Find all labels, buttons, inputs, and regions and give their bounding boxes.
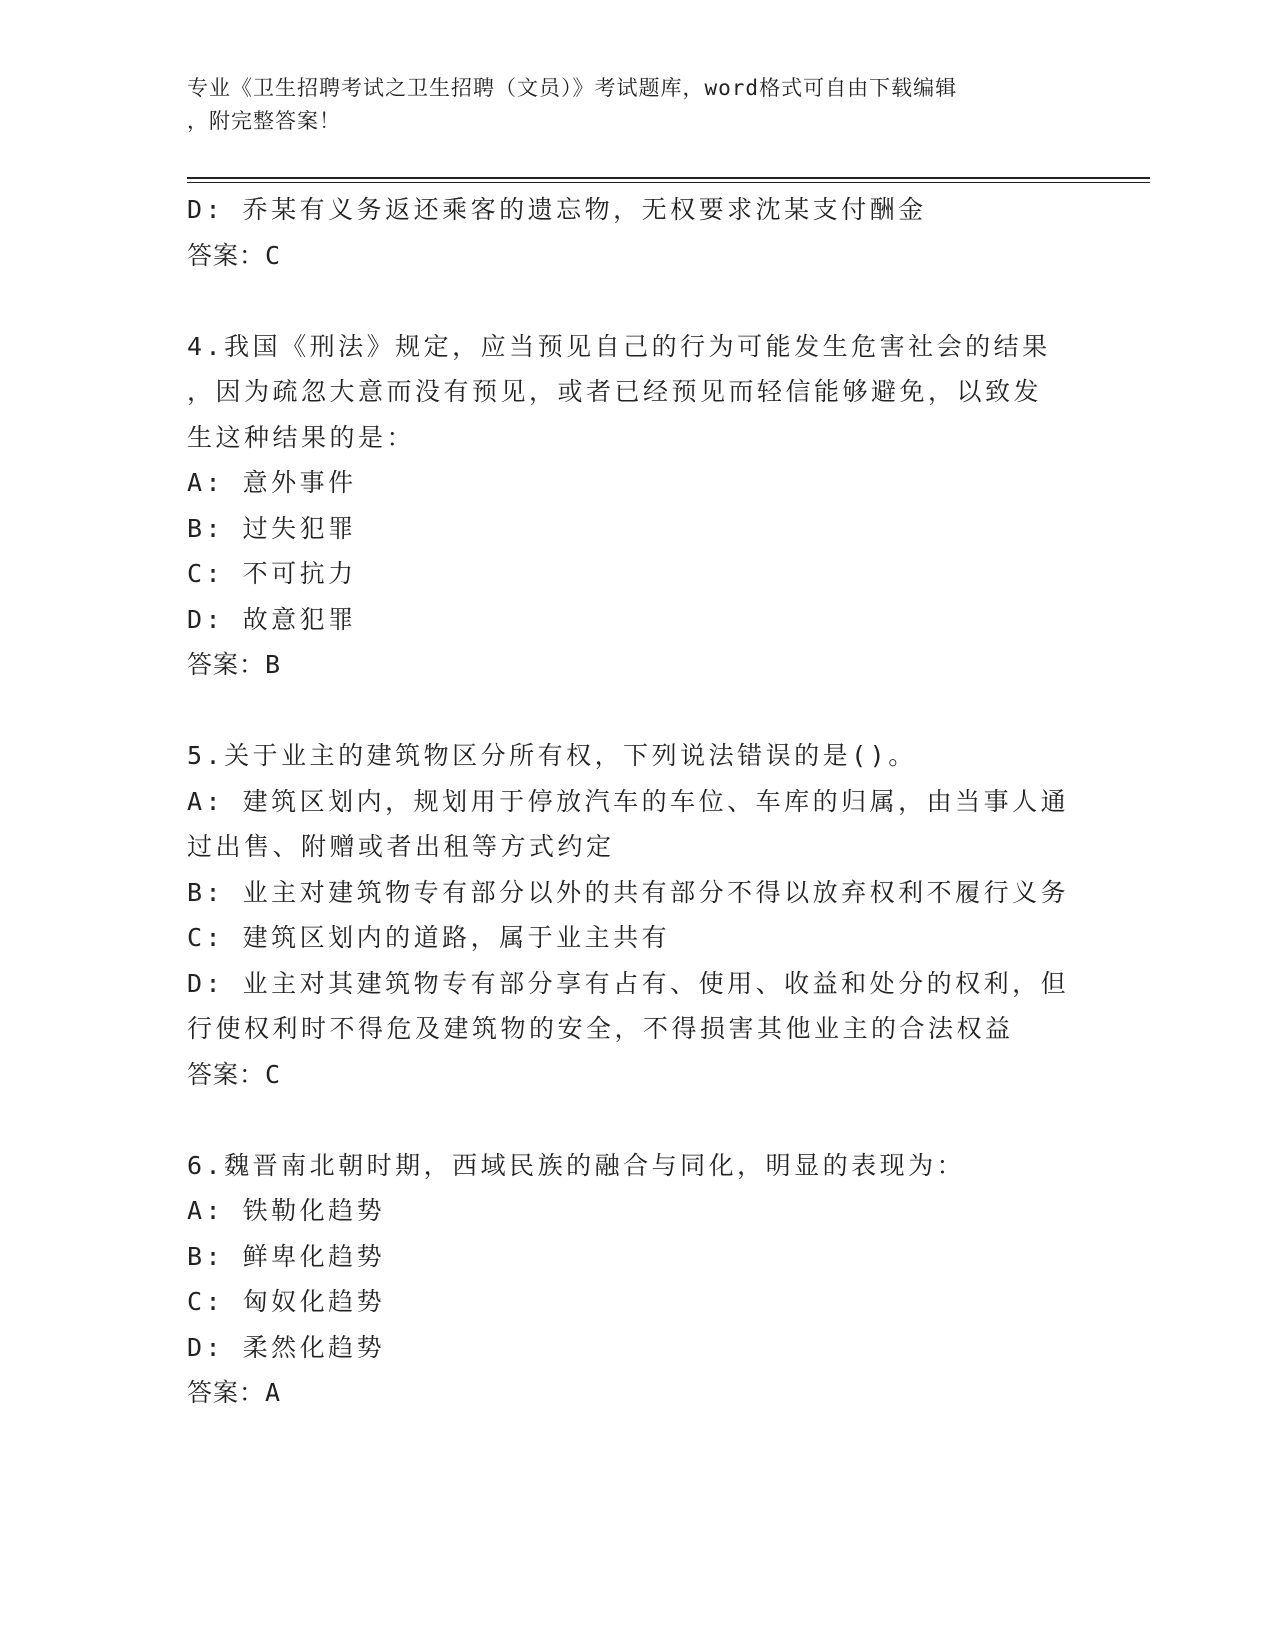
header-rule-thin <box>187 182 1150 183</box>
question-6 <box>187 1143 1087 1416</box>
header-rule-thick <box>187 177 1150 179</box>
question-content <box>187 187 1087 1416</box>
answer-line: 答案：C <box>187 1059 282 1089</box>
option-a-line-1: A: 建筑区划内，规划用于停放汽车的车位、车库的归属，由当事人通 <box>187 786 1070 816</box>
option-c: C: 不可抗力 <box>187 559 357 588</box>
option-a: A: 意外事件 <box>187 468 357 497</box>
question-text-line: 4.我国《刑法》规定，应当预见自己的行为可能发生危害社会的结果 <box>187 331 1051 361</box>
header-line-1: 专业《卫生招聘考试之卫生招聘（文员）》考试题库，word格式可自由下载编辑 <box>187 76 958 100</box>
question-text-line: ，因为疏忽大意而没有预见，或者已经预见而轻信能够避免，以致发 <box>187 377 1043 406</box>
option-d: D: 乔某有义务返还乘客的遗忘物，无权要求沈某支付酬金 <box>187 195 927 224</box>
question-4 <box>187 324 1087 688</box>
answer-line: 答案：C <box>187 240 282 270</box>
option-b: B: 业主对建筑物专有部分以外的共有部分不得以放弃权利不履行义务 <box>187 877 1070 907</box>
option-d-line-1: D: 业主对其建筑物专有部分享有占有、使用、收益和处分的权利，但 <box>187 968 1070 998</box>
spacer <box>187 278 1087 324</box>
option-a-line-2: 过出售、附赠或者出租等方式约定 <box>187 832 615 861</box>
option-c: C: 匈奴化趋势 <box>187 1287 386 1316</box>
question-text-line: 生这种结果的是： <box>187 422 416 452</box>
option-a: A: 铁勒化趋势 <box>187 1196 386 1225</box>
answer-line: 答案：A <box>187 1378 282 1407</box>
option-d-line-2: 行使权利时不得危及建筑物的安全，不得损害其他业主的合法权益 <box>187 1014 1014 1043</box>
header-line-2: ，附完整答案！ <box>187 109 341 133</box>
answer-line: 答案：B <box>187 650 282 679</box>
spacer <box>187 1097 1087 1143</box>
option-d: D: 柔然化趋势 <box>187 1332 386 1362</box>
question-text-line: 5.关于业主的建筑物区分所有权，下列说法错误的是()。 <box>187 741 917 770</box>
question-5 <box>187 733 1087 1097</box>
spacer <box>187 688 1087 734</box>
option-d: D: 故意犯罪 <box>187 604 357 634</box>
page-header <box>187 72 1067 138</box>
option-c: C: 建筑区划内的道路，属于业主共有 <box>187 923 671 952</box>
question-text-line: 6.魏晋南北朝时期，西域民族的融合与同化，明显的表现为： <box>187 1150 966 1180</box>
question-3-fragment <box>187 187 1087 278</box>
option-b: B: 鲜卑化趋势 <box>187 1241 386 1271</box>
option-b: B: 过失犯罪 <box>187 513 357 543</box>
